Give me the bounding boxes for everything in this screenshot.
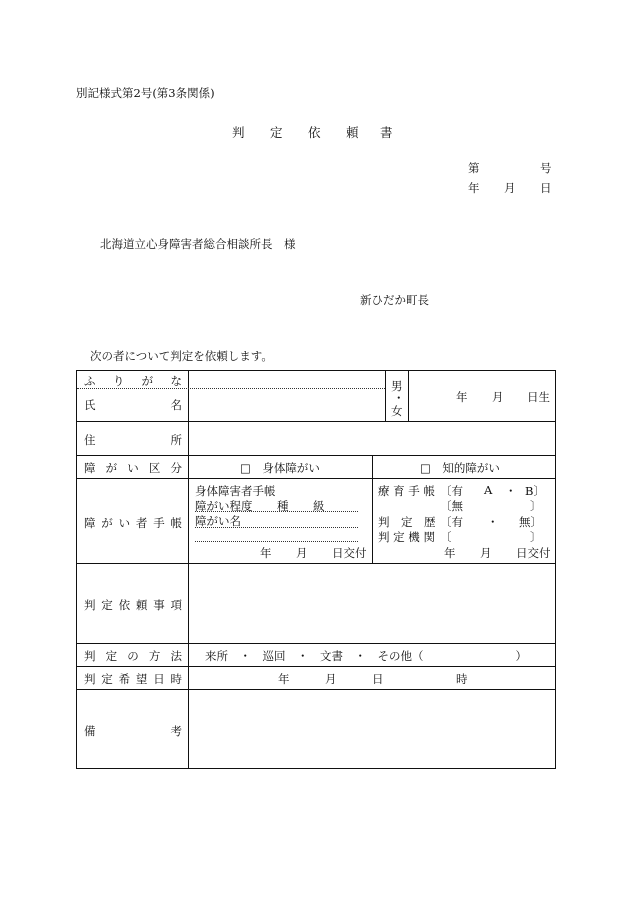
- method-label: 判 定 の 方 法: [84, 649, 182, 663]
- ryoiku-has[interactable]: 〔有: [440, 484, 463, 498]
- date-month: 月: [504, 181, 516, 195]
- disability-degree-label: 障がい程度: [195, 499, 253, 513]
- physical-handbook-title: 身体障害者手帳: [195, 484, 276, 498]
- disability-name-label: 障がい名: [195, 514, 241, 528]
- sender: 新ひだか町長: [360, 293, 429, 307]
- physical-disability-checkbox[interactable]: □ 身体障がい: [240, 461, 320, 475]
- name-label: 氏 名: [84, 398, 182, 412]
- title-char-5: 書: [380, 125, 393, 140]
- sex-separator: ・: [393, 391, 405, 405]
- addressee: 北海道立心身障害者総合相談所長 様: [100, 237, 296, 251]
- history-has[interactable]: 〔有: [440, 515, 463, 529]
- date-year: 年: [468, 181, 480, 195]
- intro-text: 次の者について判定を依頼します。: [90, 349, 273, 363]
- form-reference: 別記様式第2号(第3条関係): [76, 86, 215, 100]
- ryoiku-none-close: 〕: [530, 499, 542, 513]
- address-field[interactable]: [189, 422, 555, 455]
- disability-category-label: 障 が い 区 分: [84, 461, 182, 475]
- desired-month: 月: [325, 672, 337, 686]
- ryoiku-issue-day: 日交付: [516, 546, 551, 560]
- sex-male[interactable]: 男: [391, 379, 403, 393]
- remarks-field[interactable]: [189, 690, 555, 768]
- desired-hour: 時: [456, 672, 468, 686]
- physical-issue-day: 日交付: [332, 546, 367, 560]
- desired-year: 年: [278, 672, 290, 686]
- history-dot: ・: [487, 515, 499, 529]
- title-char-4: 頼: [346, 125, 359, 140]
- sex-female[interactable]: 女: [391, 404, 403, 418]
- kind-label: 種: [277, 499, 289, 513]
- number-label-2: 号: [540, 161, 552, 175]
- agency-close: 〕: [530, 530, 542, 544]
- ryoiku-grade-a[interactable]: A: [484, 483, 493, 497]
- desired-day: 日: [372, 672, 384, 686]
- ryoiku-issue-year: 年: [444, 546, 456, 560]
- desired-date-label: 判 定 希 望 日 時: [84, 672, 182, 686]
- handbook-label: 障 が い 者 手 帳: [84, 516, 182, 530]
- physical-issue-year: 年: [260, 546, 272, 560]
- ryoiku-none[interactable]: 〔無: [440, 499, 463, 513]
- ryoiku-grade-b[interactable]: B〕: [525, 484, 545, 498]
- date-day: 日: [540, 181, 552, 195]
- address-label: 住 所: [84, 433, 182, 447]
- intellectual-disability-checkbox[interactable]: □ 知的障がい: [420, 461, 500, 475]
- ryoiku-dot: ・: [505, 484, 517, 498]
- grade-label: 級: [313, 499, 325, 513]
- request-items-field[interactable]: [189, 564, 555, 643]
- number-label-1: 第: [468, 161, 480, 175]
- ryoiku-label: 療 育 手 帳: [378, 484, 435, 498]
- birth-day: 日生: [527, 390, 550, 404]
- physical-issue-month: 月: [296, 546, 308, 560]
- history-label: 判 定 歴: [378, 515, 436, 529]
- furigana-field[interactable]: [189, 371, 385, 388]
- agency-open: 〔: [440, 530, 452, 544]
- furigana-label: ふ り が な: [84, 374, 182, 388]
- name-field[interactable]: [189, 389, 385, 421]
- remarks-label: 備 考: [84, 724, 182, 738]
- history-none[interactable]: 無〕: [519, 515, 542, 529]
- birth-year: 年: [456, 390, 468, 404]
- ryoiku-issue-month: 月: [480, 546, 492, 560]
- method-options[interactable]: 来所 ・ 巡回 ・ 文書 ・ その他（ ）: [205, 649, 527, 663]
- title-char-3: 依: [308, 125, 321, 140]
- title-char-1: 判: [232, 125, 245, 140]
- request-items-label: 判 定 依 頼 事 項: [84, 598, 182, 612]
- title-char-2: 定: [270, 125, 283, 140]
- agency-label: 判 定 機 関: [378, 530, 435, 544]
- birth-month: 月: [492, 390, 504, 404]
